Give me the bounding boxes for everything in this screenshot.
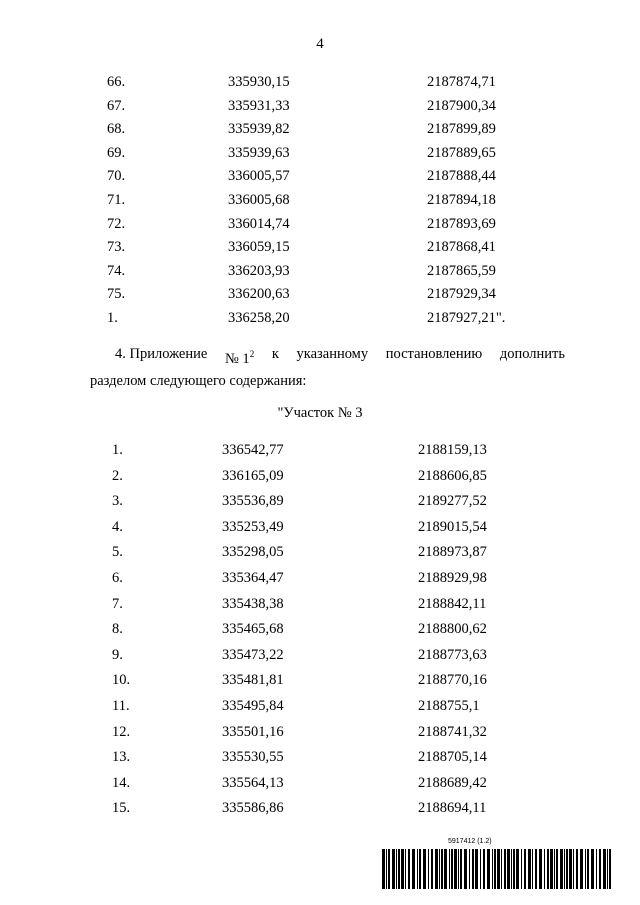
- table-row: [0, 596, 640, 616]
- y-coordinate: 2187929,34: [427, 286, 496, 303]
- x-coordinate: 335931,33: [228, 97, 290, 114]
- x-coordinate: 335495,84: [222, 698, 284, 714]
- y-coordinate: 2188973,87: [418, 544, 487, 561]
- row-number: 4.: [112, 518, 123, 535]
- table-row: [0, 724, 640, 744]
- table-row: [0, 145, 640, 165]
- table-row: [0, 216, 640, 236]
- x-coordinate: 335364,47: [222, 570, 284, 586]
- row-number: 3.: [112, 493, 123, 510]
- x-coordinate: 335298,05: [222, 544, 284, 561]
- y-coordinate: 2188770,16: [418, 672, 487, 689]
- barcode-stamp: [382, 838, 614, 890]
- para-superscript: 2: [249, 349, 255, 359]
- row-number: 66.: [107, 74, 126, 90]
- x-coordinate: 336542,77: [222, 442, 284, 458]
- y-coordinate: 2187899,89: [427, 121, 496, 138]
- para-line-2: разделом следующего содержания:: [90, 373, 307, 389]
- barcode-icon: [382, 849, 614, 889]
- row-number: 6.: [112, 570, 123, 586]
- x-coordinate: 335939,63: [228, 144, 290, 161]
- table-row: [0, 544, 640, 564]
- row-number: 9.: [112, 646, 123, 663]
- x-coordinate: 336200,63: [228, 286, 290, 303]
- table-row: [0, 698, 640, 718]
- table-row: [0, 621, 640, 641]
- x-coordinate: 336014,74: [228, 215, 290, 232]
- row-number: 70.: [107, 168, 126, 185]
- table-row: [0, 263, 640, 283]
- para-word: постановлению: [385, 346, 483, 362]
- page-number: 4: [316, 36, 324, 52]
- row-number: 68.: [107, 121, 126, 138]
- y-coordinate: 2188606,85: [418, 467, 487, 484]
- x-coordinate: 336005,68: [228, 192, 290, 208]
- para-word: 4. Приложение: [115, 346, 208, 362]
- y-coordinate: 2188842,11: [418, 595, 487, 612]
- x-coordinate: 336258,20: [228, 310, 290, 326]
- row-number: 8.: [112, 621, 123, 638]
- x-coordinate: 335564,13: [222, 774, 284, 791]
- y-coordinate: 2187894,18: [427, 192, 496, 208]
- y-coordinate: 2188773,63: [418, 646, 487, 663]
- x-coordinate: 335586,86: [222, 800, 284, 817]
- row-number: 75.: [107, 286, 126, 303]
- y-coordinate: 2188929,98: [418, 570, 487, 586]
- table-row: [0, 493, 640, 513]
- y-coordinate: 2187893,69: [427, 215, 496, 232]
- para-word-number: № $1^2$: [224, 349, 255, 367]
- amendment-paragraph: [90, 343, 565, 392]
- y-coordinate: 2189277,52: [418, 493, 487, 510]
- para-word: дополнить: [499, 346, 565, 362]
- x-coordinate: 335530,55: [222, 749, 284, 766]
- x-coordinate: 336165,09: [222, 467, 284, 484]
- x-coordinate: 335536,89: [222, 493, 284, 510]
- y-coordinate: 2189015,54: [418, 518, 487, 535]
- table-row: [0, 442, 640, 462]
- row-number: 13.: [112, 749, 131, 766]
- x-coordinate: 336059,15: [228, 239, 290, 256]
- x-coordinate: 336203,93: [228, 262, 290, 279]
- table-row: [0, 647, 640, 667]
- table-row: [0, 168, 640, 188]
- y-coordinate: 2187927,21".: [427, 310, 506, 326]
- table-row: [0, 519, 640, 539]
- y-coordinate: 2188741,32: [418, 723, 487, 740]
- row-number: 1.: [107, 310, 118, 326]
- section-heading: "Участок № 3: [277, 405, 363, 421]
- barcode-number: 5917412 (1.2): [448, 838, 492, 845]
- table-row: [0, 286, 640, 306]
- x-coordinate: 335253,49: [222, 518, 284, 535]
- table-row: [0, 121, 640, 141]
- para-word: указанному: [296, 346, 369, 362]
- y-coordinate: 2188755,1: [418, 698, 480, 714]
- row-number: 74.: [107, 262, 126, 279]
- row-number: 2.: [112, 467, 123, 484]
- x-coordinate: 335481,81: [222, 672, 284, 689]
- table-row: [0, 239, 640, 259]
- table-row: [0, 74, 640, 94]
- row-number: 73.: [107, 239, 126, 256]
- y-coordinate: 2187889,65: [427, 144, 496, 161]
- row-number: 12.: [112, 723, 131, 740]
- table-row: [0, 192, 640, 212]
- y-coordinate: 2187865,59: [427, 262, 496, 279]
- table-row: [0, 310, 640, 330]
- row-number: 11.: [112, 698, 130, 714]
- row-number: 69.: [107, 144, 126, 161]
- y-coordinate: 2188694,11: [418, 800, 487, 817]
- row-number: 67.: [107, 97, 126, 114]
- x-coordinate: 335473,22: [222, 646, 284, 663]
- row-number: 1.: [112, 442, 123, 458]
- row-number: 71.: [107, 192, 126, 208]
- y-coordinate: 2188689,42: [418, 774, 487, 791]
- x-coordinate: 335930,15: [228, 74, 290, 90]
- x-coordinate: 335465,68: [222, 621, 284, 638]
- table-row: [0, 749, 640, 769]
- table-row: [0, 570, 640, 590]
- row-number: 14.: [112, 774, 131, 791]
- y-coordinate: 2188800,62: [418, 621, 487, 638]
- row-number: 15.: [112, 800, 131, 817]
- x-coordinate: 336005,57: [228, 168, 290, 185]
- y-coordinate: 2187868,41: [427, 239, 496, 256]
- table-row: [0, 775, 640, 795]
- y-coordinate: 2187900,34: [427, 97, 496, 114]
- table-row: [0, 800, 640, 820]
- row-number: 7.: [112, 595, 123, 612]
- y-coordinate: 2188705,14: [418, 749, 487, 766]
- table-row: [0, 468, 640, 488]
- x-coordinate: 335438,38: [222, 595, 284, 612]
- y-coordinate: 2187888,44: [427, 168, 496, 185]
- row-number: 5.: [112, 544, 123, 561]
- para-word: к: [271, 346, 279, 362]
- row-number: 10.: [112, 672, 131, 689]
- table-row: [0, 672, 640, 692]
- table-row: [0, 98, 640, 118]
- x-coordinate: 335939,82: [228, 121, 290, 138]
- y-coordinate: 2188159,13: [418, 442, 487, 458]
- row-number: 72.: [107, 215, 126, 232]
- y-coordinate: 2187874,71: [427, 74, 496, 90]
- x-coordinate: 335501,16: [222, 723, 284, 740]
